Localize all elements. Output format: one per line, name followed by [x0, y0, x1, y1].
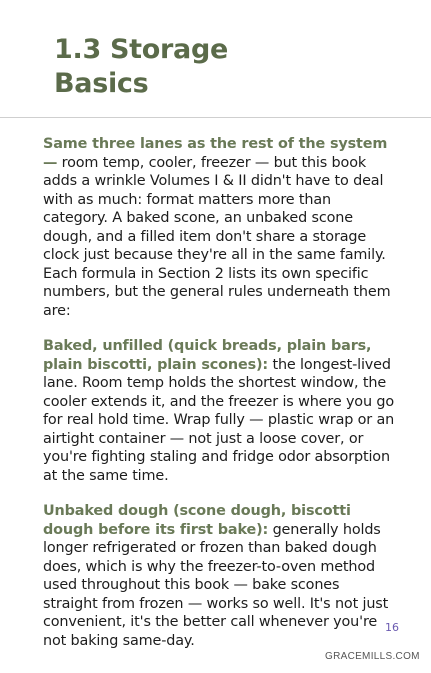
- section-title-line-2: Basics: [54, 68, 149, 99]
- paragraph-lead: Unbaked dough (scone dough, biscotti dough before its first bake):: [43, 503, 351, 538]
- page-header: [0, 0, 431, 118]
- paragraph-lead: Same three lanes as the rest of the system —: [43, 136, 388, 171]
- paragraph-baked-unfilled: [43, 337, 395, 485]
- page-number: 16: [385, 621, 399, 634]
- header-divider: [0, 117, 431, 118]
- paragraph-unbaked-dough: [43, 502, 395, 650]
- section-title: [54, 33, 228, 101]
- footer-site-url: GRACEMILLS.COM: [325, 651, 420, 662]
- paragraph-body: room temp, cooler, freezer — but this book adds a wrinkle Volumes I & II didn't have to deal with as much: format matters more than category. A baked scone, an unbaked scone dough, and a filled item don't share a storage clock just because they're all in the same family. Each formula in Section 2 lists its own specific numbers, but the general rules underneath them are:: [43, 154, 391, 319]
- paragraph-lead: Baked, unfilled (quick breads, plain bars, plain biscotti, plain scones):: [43, 338, 372, 373]
- body-text: [43, 135, 395, 667]
- paragraph-three-lanes: [43, 135, 395, 320]
- paragraph-body: generally holds longer refrigerated or frozen than baked dough does, which is why the freezer-to-oven method used throughout this book — bake scones straight from frozen — works so well. It's not just convenient, it's the better call whenever you're not baking same-day.: [43, 521, 389, 649]
- paragraph-body: the longest-lived lane. Room temp holds the shortest window, the cooler extends it, and the freezer is where you go for real hold time. Wrap fully — plastic wrap or an airtight container — not just a loose cover, or you're fighting staling and fridge odor absorption at the same time.: [43, 356, 395, 484]
- section-title-line-1: 1.3 Storage: [54, 34, 229, 65]
